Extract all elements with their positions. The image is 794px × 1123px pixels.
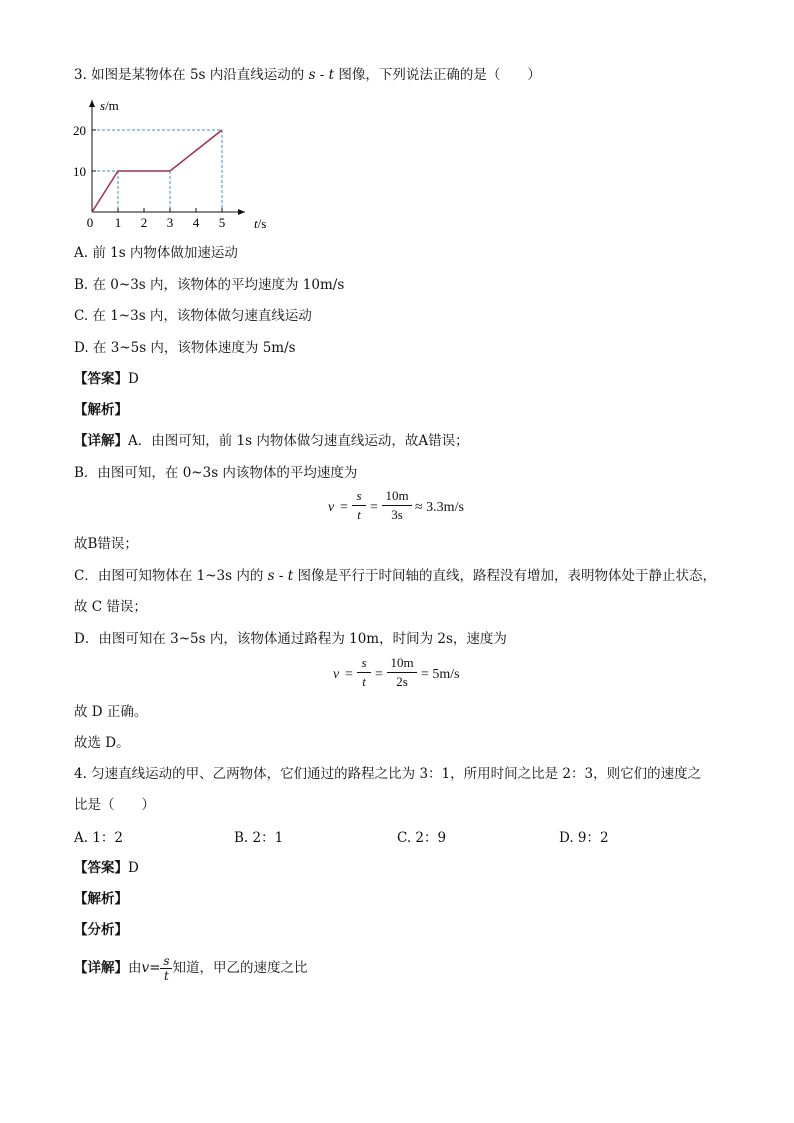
q4-answer [74,859,139,877]
formula-b-s: s [356,488,362,503]
q3-option-c: C. 在 1~3s 内，该物体做匀速直线运动 [74,308,312,324]
q4-option-c: C. 2：9 [397,830,447,846]
detail-c-s: s [267,568,275,584]
answer-tag: 【答案】 [74,860,128,876]
q4-analysis-tag: 【解析】 [74,891,128,907]
formula-b-num: 10m [385,488,409,503]
q4-detail [74,948,307,988]
detail-tag: 【详解】 [74,433,128,449]
q3-stem-text-2: 图像，下列说法正确的是（ ） [334,67,541,83]
formula-b-den: 3s [391,507,403,522]
formula-b-eq-2: = [370,500,378,515]
formula-d-s: s [361,655,367,670]
formula-d-num: 10m [390,655,414,670]
formula-b-eq: = [340,500,348,515]
x-tick-label-4: 4 [192,215,200,230]
detail-c-text-2: 图像是平行于时间轴的直线，路程没有增加，表明物体处于静止状态， [293,568,716,584]
formula-d [333,655,473,695]
q4-detail-text-2: 知道，甲乙的速度之比 [172,960,308,976]
q4-fenxi-tag: 【分析】 [74,922,128,938]
x-tick-label-1: 1 [114,215,122,230]
formula-b [328,488,478,528]
q3-stem [74,66,541,84]
q3-detail-c [74,567,716,585]
q3-choose: 故选 D。 [74,735,130,751]
formula-d-frac-st [357,655,371,690]
formula-d-den: 2s [396,674,408,689]
q4-option-d: D. 9：2 [559,830,609,846]
formula-b-frac-num [382,488,412,523]
x-axis-label: t/s [254,216,267,231]
q3-stem-s: s [308,67,316,83]
detail-a-text: A．由图可知，前 1s 内物体做匀速直线运动，故A错误； [128,433,469,449]
formula-b-v: v [328,500,335,515]
x-tick-label-5: 5 [218,215,226,230]
q3-detail-d2: 故 D 正确。 [74,704,148,720]
q4-stem-line-1: 4. 匀速直线运动的甲、乙两物体，它们通过的路程之比为 3：1，所用时间之比是 2：3，则它们的速度之 [74,766,702,782]
tick-marks [73,123,225,230]
q3-stem-t: t [328,67,335,83]
q3-option-b: B. 在 0~3s 内，该物体的平均速度为 10m/s [74,277,345,293]
x-tick-label-0: 0 [86,215,94,230]
q4-stem-line-2: 比是（ ） [74,797,155,813]
q3-detail-b2: 故B错误； [74,536,138,552]
q3-stem-text: 3. 如图是某物体在 5s 内沿直线运动的 [74,67,309,83]
formula-d-frac-num [387,655,417,690]
answer-value: D [128,371,139,387]
q3-detail-d: D．由图可知在 3~5s 内，该物体通过路程为 10m，时间为 2s，速度为 [74,631,507,647]
y-axis-label: s/m [100,98,119,113]
q3-stem-dash: - [315,67,329,83]
formula-d-eq: = [345,667,353,682]
q4-formula-eq: = [149,960,161,976]
q4-formula-v: v [141,960,150,976]
y-tick-label-0: 10 [73,164,86,179]
q3-analysis-tag: 【解析】 [74,402,128,418]
formula-d-result: = 5m/s [421,667,460,682]
q3-detail-b: B．由图可知，在 0~3s 内该物体的平均速度为 [74,465,358,481]
detail-c-t: t [287,568,294,584]
x-tick-label-3: 3 [166,215,174,230]
q4-detail-text: 由 [128,960,142,976]
answer-value: D [128,860,139,876]
q3-answer [74,370,139,388]
formula-b-frac-st [352,488,366,523]
formula-b-result: ≈ 3.3m/s [415,500,464,515]
detail-c-dash: - [274,568,288,584]
answer-tag: 【答案】 [74,371,128,387]
q4-option-a: A. 1：2 [74,830,124,846]
y-tick-label-1: 20 [73,123,86,138]
q4-formula-t: t [164,969,169,983]
q3-option-a: A. 前 1s 内物体做加速运动 [74,245,238,261]
detail-tag: 【详解】 [74,960,128,976]
q3-detail-a [74,432,469,450]
x-tick-label-2: 2 [140,215,148,230]
q4-formula-s: s [163,954,170,968]
formula-d-t: t [362,674,366,689]
q3-option-d: D. 在 3~5s 内，该物体速度为 5m/s [74,340,296,356]
q4-formula-frac [160,954,172,983]
s-t-graph [60,92,280,240]
q3-detail-c2: 故 C 错误； [74,599,147,615]
formula-b-t: t [357,507,361,522]
s-t-line [92,130,222,212]
formula-d-v: v [333,667,340,682]
q4-option-b: B. 2：1 [234,830,284,846]
detail-c-text: C．由图可知物体在 1~3s 内的 [74,568,268,584]
formula-d-eq-2: = [375,667,383,682]
